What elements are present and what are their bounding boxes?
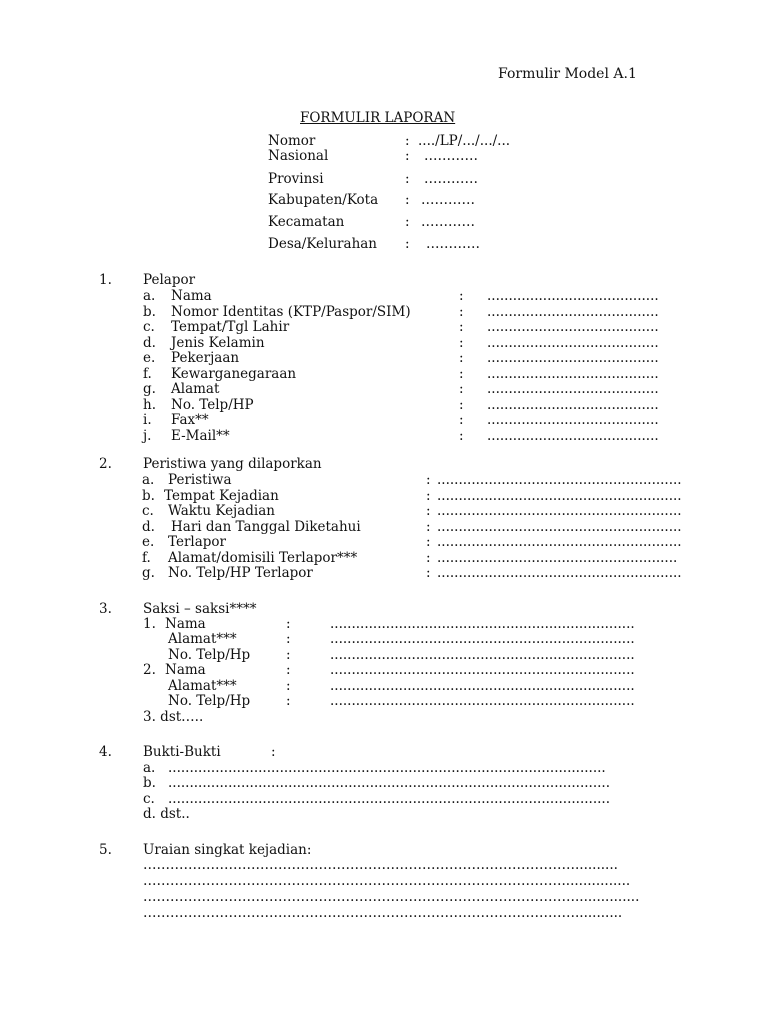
field-input-line[interactable]: ........................................ (487, 304, 659, 320)
field-letter: g. (143, 381, 156, 397)
evidence-letter: a. (143, 760, 156, 776)
field-label: Peristiwa (168, 472, 232, 488)
field-letter: h. (143, 397, 156, 413)
field-colon: : (426, 519, 431, 535)
header-label-nasional: Nasional (268, 148, 329, 164)
field-letter: c. (143, 319, 155, 335)
field-label: Alamat*** (168, 631, 237, 647)
field-letter: b. (143, 304, 156, 320)
field-colon: : (426, 503, 431, 519)
header-colon: : (405, 236, 410, 252)
field-input-line[interactable]: ........................................ (487, 397, 659, 413)
field-input-line[interactable]: ....................................................................... (330, 662, 635, 678)
header-colon: : (405, 192, 410, 208)
field-colon: : (286, 662, 291, 678)
field-label: Pekerjaan (171, 350, 240, 366)
field-label: Tempat Kejadian (164, 488, 279, 504)
evidence-input-line[interactable]: ....................................................................................................... (168, 791, 610, 807)
header-value-kabupaten[interactable]: ………… (421, 192, 475, 208)
header-value-nomor[interactable]: ..../LP/.../.../... (418, 133, 511, 149)
field-letter: c. (142, 503, 154, 519)
section-2-number: 2. (99, 456, 112, 472)
field-label: Alamat (171, 381, 220, 397)
form-model-label: Formulir Model A.1 (498, 66, 637, 82)
description-input-line[interactable]: …………………………………………………………………………………................ (143, 873, 631, 889)
field-colon: : (459, 428, 464, 444)
section-5-number: 5. (99, 842, 112, 858)
header-value-kecamatan[interactable]: ………… (421, 214, 475, 230)
header-label-kabupaten: Kabupaten/Kota (268, 192, 379, 208)
field-input-line[interactable]: ........................................ (487, 381, 659, 397)
field-input-line[interactable]: ........................................ (487, 319, 659, 335)
field-input-line[interactable]: ....................................................................... (330, 631, 635, 647)
field-colon: : (426, 472, 431, 488)
field-input-line[interactable]: ........................................ (487, 428, 659, 444)
header-value-desa[interactable]: ………… (426, 236, 480, 252)
field-input-line[interactable]: ....................................................................... (330, 647, 635, 663)
section-4-colon: : (271, 744, 276, 760)
section-4-title: Bukti-Bukti (143, 744, 221, 760)
field-colon: : (459, 319, 464, 335)
header-label-nomor: Nomor (268, 133, 316, 149)
field-letter: f. (143, 366, 152, 382)
field-letter: b. (142, 488, 155, 504)
field-label: No. Telp/HP (171, 397, 254, 413)
field-input-line[interactable]: ....................................................................... (330, 616, 635, 632)
field-colon: : (459, 381, 464, 397)
section-1-title: Pelapor (143, 272, 196, 288)
field-input-line[interactable]: ........................................ (487, 366, 659, 382)
description-input-line[interactable]: ……………………………………………………………………………………........... (143, 905, 623, 921)
field-label: No. Telp/Hp (168, 647, 251, 663)
field-colon: : (426, 534, 431, 550)
field-colon: : (459, 304, 464, 320)
section-4-number: 4. (99, 744, 112, 760)
field-colon: : (286, 693, 291, 709)
header-label-provinsi: Provinsi (268, 171, 324, 187)
field-input-line[interactable]: ....................................................................... (330, 693, 635, 709)
field-label: Hari dan Tanggal Diketahui (171, 519, 361, 535)
form-title: FORMULIR LAPORAN (300, 110, 456, 126)
field-label: Jenis Kelamin (171, 335, 265, 351)
field-input-line[interactable]: ......................................................... (437, 488, 682, 504)
field-letter: d. (143, 335, 156, 351)
evidence-input-line[interactable]: ...................................................................................................... (168, 760, 606, 776)
header-label-desa: Desa/Kelurahan (268, 236, 378, 252)
field-colon: : (426, 565, 431, 581)
field-letter: e. (143, 350, 156, 366)
section-1-number: 1. (99, 272, 112, 288)
field-letter: e. (142, 534, 155, 550)
evidence-letter: b. (143, 775, 156, 791)
section-3-number: 3. (99, 601, 112, 617)
field-input-line[interactable]: ........................................ (487, 335, 659, 351)
field-colon: : (286, 631, 291, 647)
header-colon: : (405, 148, 410, 164)
field-label: Nama (171, 288, 212, 304)
field-label: E-Mail** (171, 428, 230, 444)
header-colon: : (405, 171, 410, 187)
field-colon: : (426, 550, 431, 566)
field-letter: i. (143, 412, 152, 428)
header-value-provinsi[interactable]: ………… (424, 171, 478, 187)
field-colon: : (459, 397, 464, 413)
field-label: Nama (165, 662, 206, 678)
evidence-input-line[interactable]: ....................................................................................................... (168, 775, 610, 791)
field-label: Nama (165, 616, 206, 632)
header-colon: : (405, 133, 410, 149)
section-3-title: Saksi – saksi**** (143, 601, 257, 617)
field-label: No. Telp/HP Terlapor (168, 565, 313, 581)
field-input-line[interactable]: ......................................................... (437, 472, 682, 488)
field-label: No. Telp/Hp (168, 693, 251, 709)
field-label: Nomor Identitas (KTP/Paspor/SIM) (171, 304, 411, 320)
evidence-letter: c. (143, 791, 155, 807)
section-3-etc: 3. dst….. (143, 709, 204, 725)
field-input-line[interactable]: ......................................................... (437, 534, 682, 550)
field-letter: g. (142, 565, 155, 581)
field-input-line[interactable]: ......................................................... (437, 519, 682, 535)
field-label: Kewarganegaraan (171, 366, 297, 382)
field-colon: : (286, 616, 291, 632)
field-colon: : (459, 335, 464, 351)
field-colon: : (459, 288, 464, 304)
field-colon: : (459, 412, 464, 428)
field-letter: j. (143, 428, 152, 444)
field-label: Alamat*** (168, 678, 237, 694)
section-5-title: Uraian singkat kejadian: (143, 842, 312, 858)
field-label: Alamat/domisili Terlapor*** (168, 550, 358, 566)
field-colon: : (426, 488, 431, 504)
field-colon: : (286, 647, 291, 663)
section-2-title: Peristiwa yang dilaporkan (143, 456, 322, 472)
description-input-line[interactable]: ……………………………………………………………………………………............... (143, 889, 640, 905)
field-input-line[interactable]: ........................................................ (437, 550, 678, 566)
field-label: Tempat/Tgl Lahir (171, 319, 290, 335)
field-letter: f. (142, 550, 151, 566)
field-input-line[interactable]: ......................................................... (437, 565, 682, 581)
field-label: Waktu Kejadian (168, 503, 275, 519)
field-label: Fax** (171, 412, 209, 428)
header-label-kecamatan: Kecamatan (268, 214, 345, 230)
header-value-nasional[interactable]: ………… (424, 148, 478, 164)
field-input-line[interactable]: ........................................ (487, 350, 659, 366)
witness-number: 2. (143, 662, 156, 678)
field-colon: : (459, 350, 464, 366)
field-input-line[interactable]: ........................................ (487, 412, 659, 428)
description-input-line[interactable]: …………………………………………………………………………………….......... (143, 857, 618, 873)
field-colon: : (459, 366, 464, 382)
field-letter: a. (142, 472, 155, 488)
witness-number: 1. (143, 616, 156, 632)
field-label: Terlapor (168, 534, 226, 550)
field-input-line[interactable]: ....................................................................... (330, 678, 635, 694)
field-colon: : (286, 678, 291, 694)
field-input-line[interactable]: ........................................ (487, 288, 659, 304)
header-colon: : (405, 214, 410, 230)
field-letter: a. (143, 288, 156, 304)
section-4-etc: d. dst.. (143, 806, 190, 822)
field-input-line[interactable]: ......................................................... (437, 503, 682, 519)
field-letter: d. (142, 519, 155, 535)
